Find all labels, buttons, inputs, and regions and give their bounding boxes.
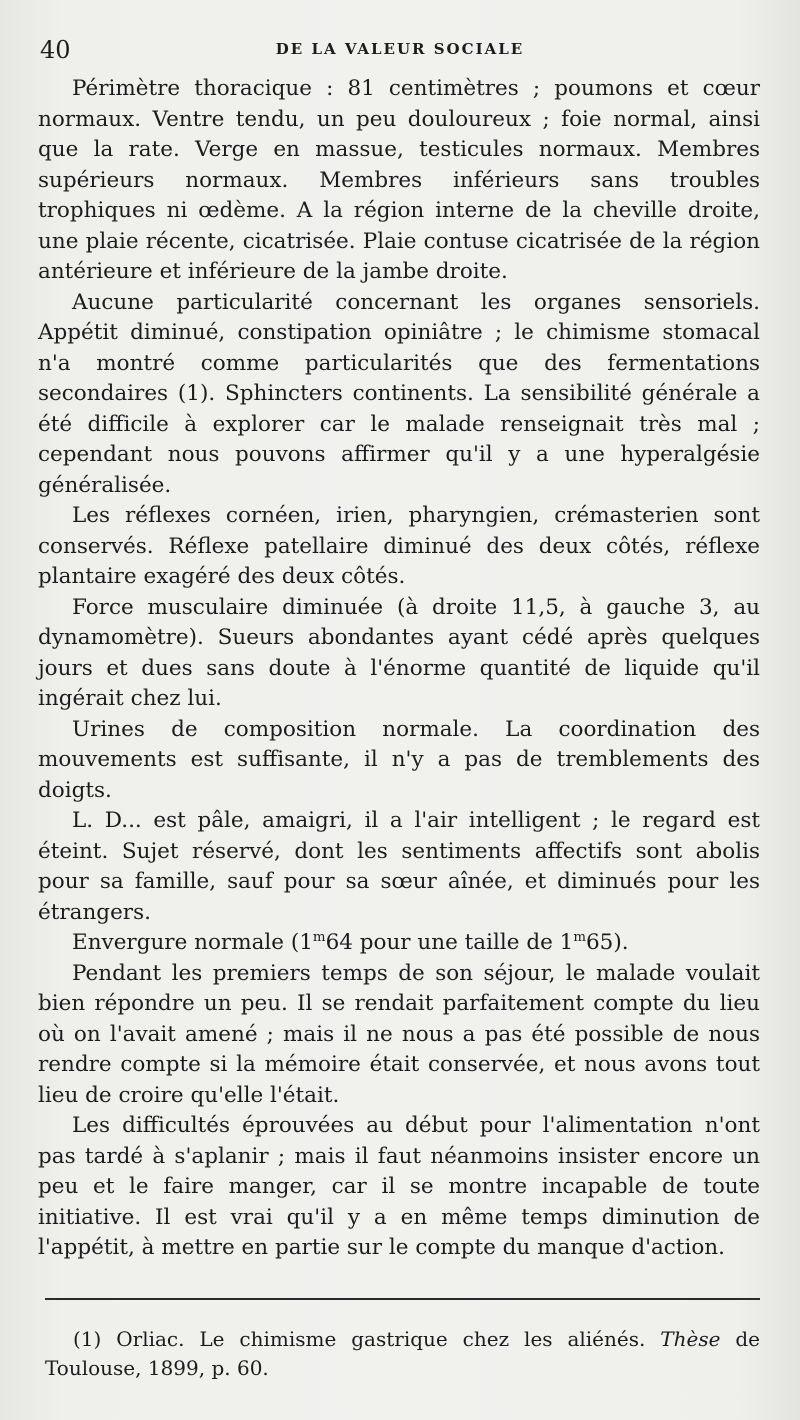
paragraph-patient-state: L. D... est pâle, amaigri, il a l'air intelligent ; le regard est éteint. Sujet réservé, dont les sentiments affectifs sont abolis pour sa famille, sauf pour sa sœur aînée, et diminués pour les étrangers.	[38, 808, 760, 925]
paragraph-reflexes: Les réflexes cornéen, irien, pharyngien, crémasterien sont conservés. Réflexe patellaire diminué des deux côtés, réflexe plantaire exagéré des deux côtés.	[38, 503, 760, 589]
paragraph-first-days: Pendant les premiers temps de son séjour, le malade voulait bien répondre un peu. Il se rendait parfaitement compte du lieu où on l'avait amené ; mais il ne nous a pas été possible de nous rendre compte si la mémoire était conservée, et nous avons tout lieu de croire qu'elle l'était.	[38, 960, 760, 1108]
body-text	[38, 74, 760, 1264]
paragraph-sensory: Aucune particularité concernant les organes sensoriels. Appétit diminué, constipation opiniâtre ; le chimisme stomacal n'a montré comme particularités que des fermentations secondaires (1). Sphincters continents. La sensibilité générale a été difficile à explorer car le malade renseignait très mal ; cependant nous pouvons affirmer qu'il y a une hyperalgésie généralisée.	[38, 289, 760, 498]
paragraph-feeding: Les difficultés éprouvées au début pour l'alimentation n'ont pas tardé à s'aplanir ; mais il faut néanmoins insister encore un peu et le faire manger, car il se montre incapable de toute initiative. Il est vrai qu'il y a en même temps diminution de l'appétit, à mettre en partie sur le compte du manque d'action.	[38, 1113, 760, 1260]
paragraph-thorax: Périmètre thoracique : 81 centimètres ; poumons et cœur normaux. Ventre tendu, un peu douloureux ; foie normal, ainsi que la rate. Verge en massue, testicules normaux. Membres supérieurs normaux. Membres inférieurs sans troubles trophiques ni œdème. A la région interne de la cheville droite, une plaie récente, cicatrisée. Plaie contuse cicatrisée de la région antérieure et inférieure de la jambe droite.	[38, 76, 760, 284]
footnote-text	[45, 1325, 760, 1383]
footnote-italic: Thèse	[660, 1327, 721, 1351]
footnote-separator	[45, 1298, 760, 1300]
page-header	[40, 36, 760, 66]
paragraph-muscle-force: Force musculaire diminuée (à droite 11,5, à gauche 3, au dynamomètre). Sueurs abondantes ayant cédé après quelques jours et dues sans doute à l'énorme quantité de liquide qu'il ingérait chez lui.	[38, 594, 760, 711]
envergure-unit-2: m	[573, 929, 586, 945]
paragraph-envergure	[38, 928, 760, 959]
footnote-lead: (1) Orliac. Le chimisme gastrique chez les aliénés.	[73, 1327, 661, 1351]
envergure-text-c: 65).	[585, 930, 629, 955]
paragraph-urine: Urines de composition normale. La coordination des mouvements est suffisante, il n'y a pas de tremblements des doigts.	[38, 716, 760, 803]
envergure-text-b: 64 pour une taille de 1	[325, 930, 574, 955]
footnote	[45, 1325, 760, 1383]
envergure-unit-1: m	[312, 929, 326, 945]
page-number: 40	[40, 36, 71, 64]
footnote-tail: de Toulouse, 1899, p. 60.	[45, 1327, 760, 1380]
running-title: DE LA VALEUR SOCIALE	[275, 40, 525, 58]
envergure-text-a: Envergure normale (1	[72, 930, 313, 955]
